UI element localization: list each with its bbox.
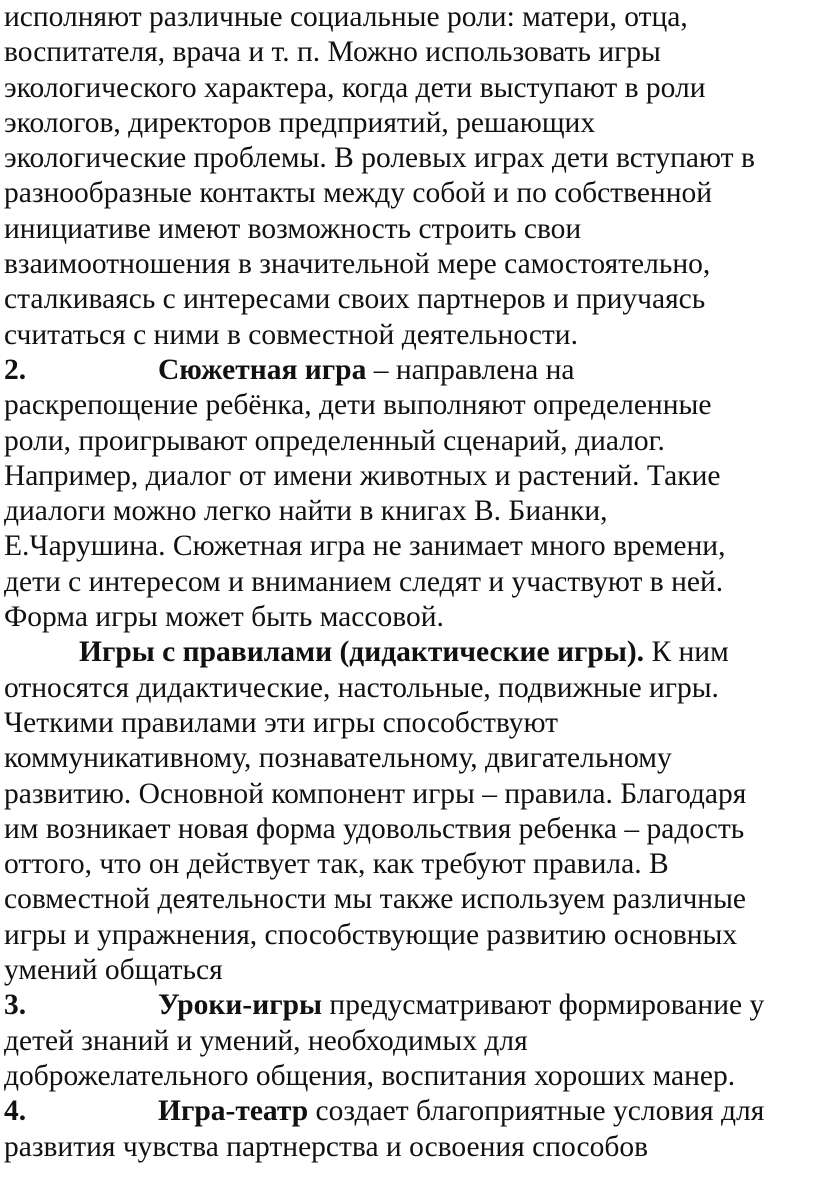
text-line: доброжелательного общения, воспитания хороших манер. bbox=[4, 1059, 736, 1092]
text-line: экологов, директоров предприятий, решающих bbox=[4, 106, 596, 139]
text-line: развитию. Основной компонент игры – правила. Благодаря bbox=[4, 777, 747, 810]
paragraph-rule-games bbox=[4, 635, 816, 988]
paragraph-role-games bbox=[4, 0, 816, 353]
text-line: инициативе имеют возможность строить свои bbox=[4, 212, 582, 245]
list-item-title: Уроки-игры bbox=[158, 989, 323, 1022]
text-line: им возникает новая форма удовольствия ребенка – радость bbox=[4, 812, 745, 845]
paragraph-heading-line bbox=[4, 635, 816, 670]
list-item-number: 4. bbox=[4, 1095, 27, 1128]
text-line: игры и упражнения, способствующие развитию основных bbox=[4, 918, 738, 951]
list-item-title: Игра-театр bbox=[158, 1095, 309, 1128]
text-line: совместной деятельности мы также используем различные bbox=[4, 883, 746, 916]
text-line: считаться с ними в совместной деятельности. bbox=[4, 318, 578, 351]
list-item-heading-line bbox=[4, 353, 816, 388]
text-line: экологические проблемы. В ролевых играх дети вступают в bbox=[4, 142, 755, 175]
list-item-lead-text: создает благоприятные условия для bbox=[308, 1095, 765, 1128]
list-item-title: Сюжетная игра bbox=[158, 353, 367, 386]
list-item-lesson-games bbox=[4, 988, 816, 1094]
text-line: коммуникативному, познавательному, двигательному bbox=[4, 742, 672, 775]
text-line: дети с интересом и вниманием следят и участвуют в ней. bbox=[4, 565, 724, 598]
text-line: Е.Чарушина. Сюжетная игра не занимает много времени, bbox=[4, 530, 726, 563]
text-line: умений общаться bbox=[4, 954, 223, 987]
text-line: Четкими правилами эти игры способствуют bbox=[4, 706, 559, 739]
text-line: взаимоотношения в значительной мере самостоятельно, bbox=[4, 248, 711, 281]
text-line: диалоги можно легко найти в книгах В. Бианки, bbox=[4, 495, 608, 528]
text-line: Например, диалог от имени животных и растений. Такие bbox=[4, 459, 721, 492]
list-item-heading-line bbox=[4, 1094, 816, 1129]
paragraph-lead-text: К ним bbox=[644, 636, 729, 669]
text-line: относятся дидактические, настольные, подвижные игры. bbox=[4, 671, 719, 704]
text-line: экологического характера, когда дети выступают в роли bbox=[4, 71, 706, 104]
list-item-lead-text: предусматривают формирование у bbox=[322, 989, 765, 1022]
text-line: детей знаний и умений, необходимых для bbox=[4, 1024, 528, 1057]
text-line: сталкиваясь с интересами своих партнеров и приучаясь bbox=[4, 283, 706, 316]
text-line: исполняют различные социальные роли: матери, отца, bbox=[4, 1, 688, 33]
list-item-plot-game bbox=[4, 353, 816, 635]
text-line: развития чувства партнерства и освоения способов bbox=[4, 1130, 649, 1163]
text-line: роли, проигрывают определенный сценарий, диалог. bbox=[4, 424, 665, 457]
list-item-number: 2. bbox=[4, 353, 27, 386]
text-line: разнообразные контакты между собой и по собственной bbox=[4, 177, 713, 210]
list-item-number: 3. bbox=[4, 989, 27, 1022]
text-line: раскрепощение ребёнка, дети выполняют определенные bbox=[4, 389, 712, 422]
list-item-theatre-game bbox=[4, 1094, 816, 1165]
paragraph-title: Игры с правилами (дидактические игры). bbox=[79, 636, 645, 669]
list-item-heading-line bbox=[4, 988, 816, 1023]
list-item-lead-text: – направлена на bbox=[366, 353, 575, 386]
text-line: Форма игры может быть массовой. bbox=[4, 601, 444, 634]
text-line: воспитателя, врача и т. п. Можно использовать игры bbox=[4, 36, 661, 69]
text-line: оттого, что он действует так, как требуют правила. В bbox=[4, 848, 669, 881]
